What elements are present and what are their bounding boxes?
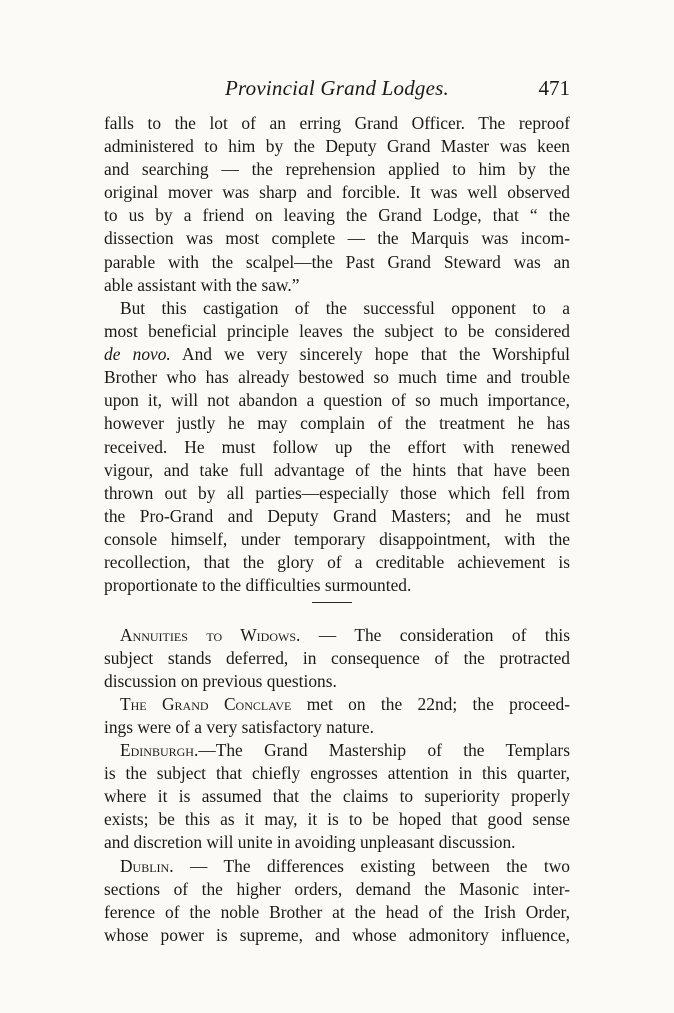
text-run: —The Grand Mastership of the Templars [198, 740, 570, 760]
text-run: And we very sincerely hope that the Worshipful [170, 344, 570, 365]
text-line: proportionate to the difficulties surmounted. [104, 575, 412, 596]
page-number: 471 [538, 76, 570, 100]
text-line: and discretion will unite in avoiding unpleasant discussion. [104, 832, 516, 853]
text-line: able assistant with the saw.” [104, 274, 300, 295]
text-line: falls to the lot of an erring Grand Officer. The reproof [104, 113, 570, 133]
section-divider [312, 602, 352, 603]
text-line: ference of the noble Brother at the head of the Irish Order, [104, 902, 570, 923]
paragraph-edinburgh [104, 739, 570, 854]
section-heading: The Grand Conclave [120, 694, 292, 714]
text-line [104, 624, 570, 647]
paragraph-dublin [104, 855, 570, 947]
section-heading: Dublin. [120, 856, 174, 876]
text-line [104, 693, 570, 716]
text-line [104, 855, 570, 878]
section-heading: Annuities to Widows. [120, 625, 301, 645]
text-line: vigour, and take full advantage of the hints that have been [104, 459, 570, 480]
text-line: the Pro-Grand and Deputy Grand Masters; and he must [104, 505, 570, 526]
paragraph-annuities [104, 624, 570, 693]
text-line: administered to him by the Deputy Grand Master was keen [104, 136, 570, 157]
text-line: subject stands deferred, in consequence of the protracted [104, 648, 570, 669]
text-line: exists; be this as it may, it is to be hoped that good sense [104, 809, 570, 830]
text-line: however justly he may complain of the treatment he has [104, 413, 570, 434]
text-line: whose power is supreme, and whose admonitory influence, [104, 925, 570, 946]
text-line: and searching — the reprehension applied to him by the [104, 159, 570, 180]
text-line: parable with the scalpel—the Past Grand Steward was an [104, 251, 570, 272]
text-line [104, 739, 570, 762]
text-line: received. He must follow up the effort with renewed [104, 436, 570, 457]
text-line: most beneficial principle leaves the subject to be considered [104, 321, 570, 342]
text-line: thrown out by all parties—especially those which fell from [104, 482, 570, 503]
paragraph-grand-conclave [104, 693, 570, 739]
text-run: met on the 22nd; the proceed- [291, 694, 570, 714]
text-line: dissection was most complete — the Marquis was incom- [104, 228, 570, 249]
running-header [104, 76, 570, 102]
text-line: sections of the higher orders, demand the Masonic inter- [104, 879, 570, 900]
text-line: to us by a friend on leaving the Grand Lodge, that “ the [104, 205, 570, 226]
section-heading: Edinburgh. [120, 740, 199, 760]
text-line: ings were of a very satisfactory nature. [104, 717, 374, 738]
text-line: is the subject that chiefly engrosses attention in this quarter, [104, 763, 570, 784]
text-line: console himself, under temporary disappointment, with the [104, 528, 570, 549]
text-line [104, 343, 570, 366]
text-line: discussion on previous questions. [104, 671, 337, 692]
italic-phrase: de novo. [104, 344, 171, 365]
text-run: — The differences existing between the two [173, 856, 570, 876]
text-line: recollection, that the glory of a creditable achievement is [104, 552, 570, 573]
paragraph-continuation [104, 112, 570, 297]
paragraph-castigation [104, 297, 570, 597]
text-line: But this castigation of the successful opponent to a [120, 298, 570, 318]
running-title: Provincial Grand Lodges. [225, 76, 449, 100]
text-line: Brother who has already bestowed so much time and trouble [104, 367, 570, 388]
text-line: original mover was sharp and forcible. It was well observed [104, 182, 570, 203]
text-run: — The consideration of this [300, 625, 570, 645]
text-line: where it is assumed that the claims to superiority properly [104, 786, 570, 807]
text-line: upon it, will not abandon a question of so much importance, [104, 390, 570, 411]
